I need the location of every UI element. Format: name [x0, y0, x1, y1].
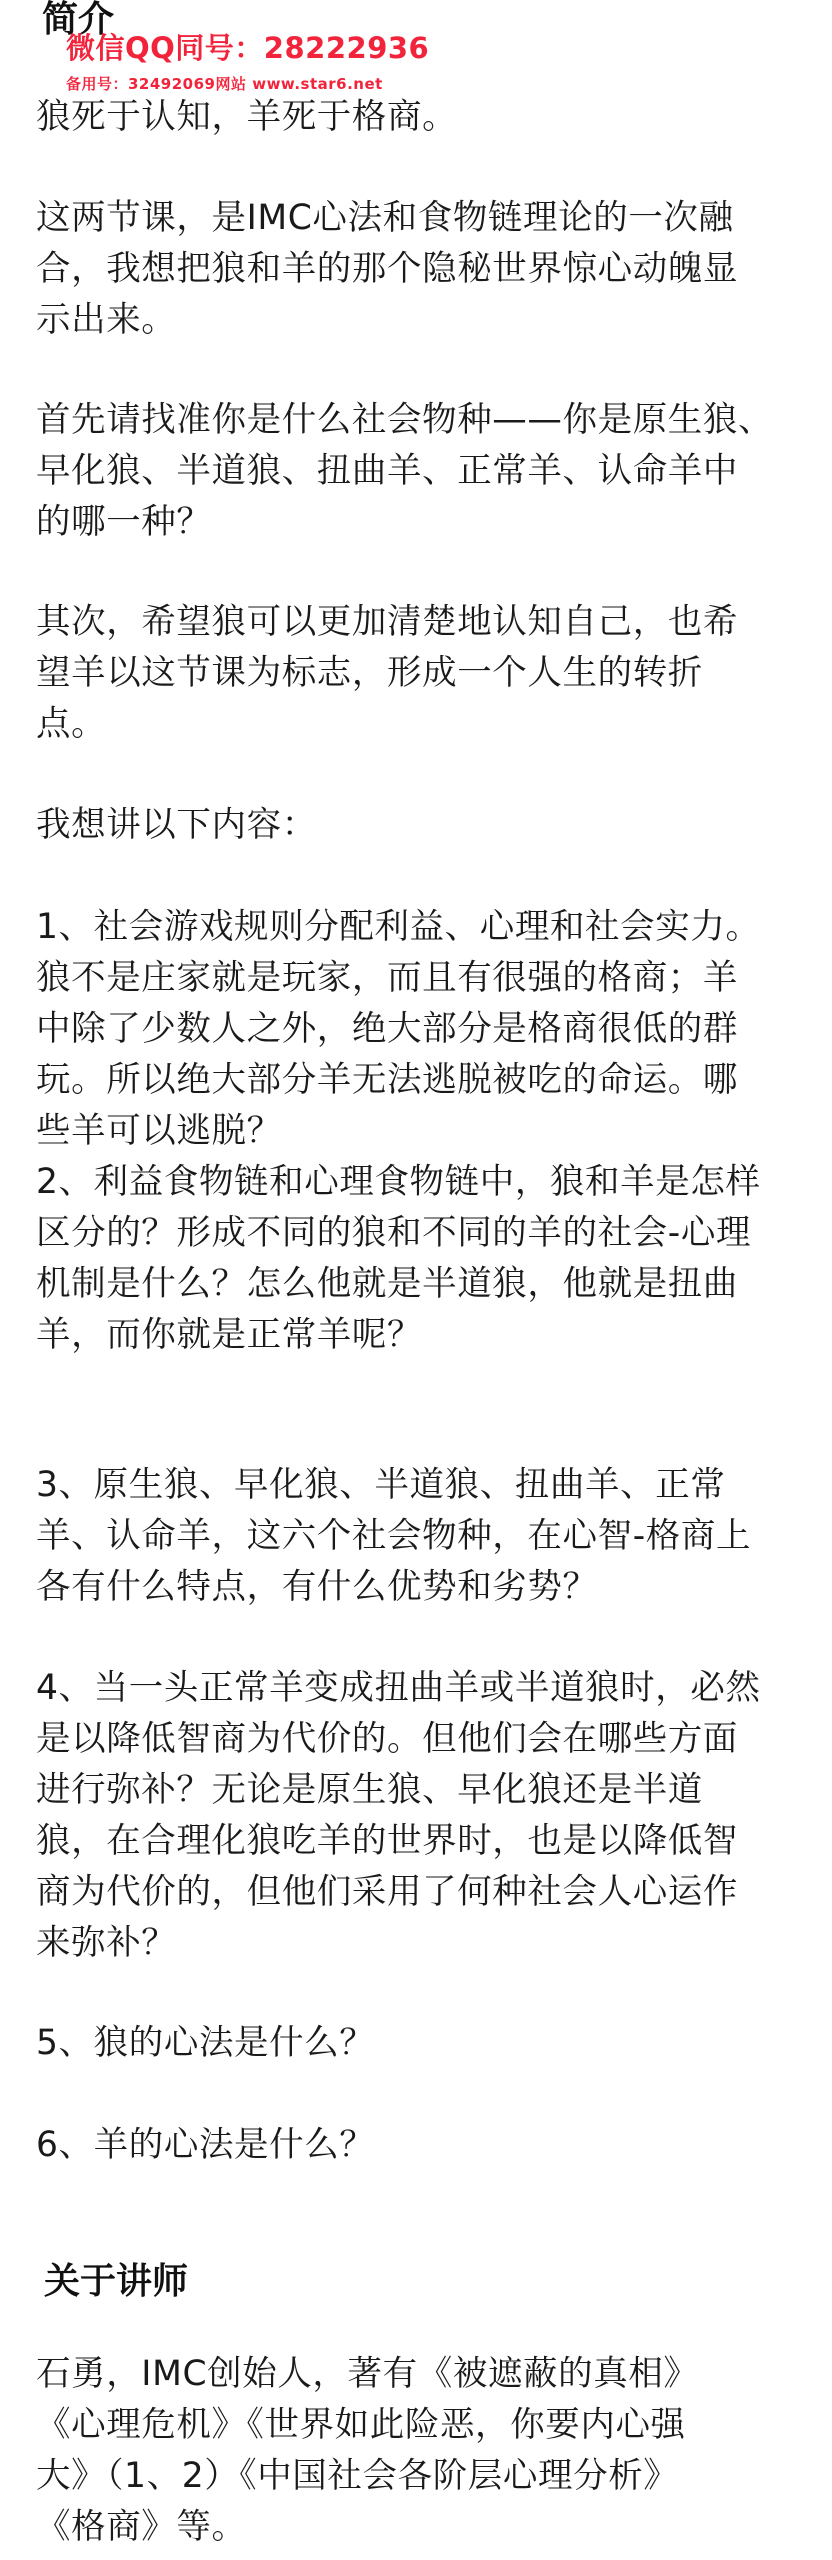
intro-paragraph-2	[36, 193, 816, 346]
text-line: 《心理危机》《世界如此险恶，你要内心强	[36, 2405, 686, 2445]
lecturer-heading: 关于讲师	[44, 2261, 189, 2302]
topic-4	[36, 1663, 816, 1969]
topic-6	[36, 2120, 816, 2171]
topic-2	[36, 1157, 816, 1361]
text-line: 3、原生狼、早化狼、半道狼、扭曲羊、正常	[36, 1465, 726, 1505]
lecturer-bio	[36, 2349, 816, 2553]
text-line: 《格商》等。	[36, 2507, 247, 2547]
text-line: 中除了少数人之外，绝大部分是格商很低的群	[36, 1009, 738, 1049]
text-line: 些羊可以逃脱？	[36, 1111, 282, 1151]
text-line: 早化狼、半道狼、扭曲羊、正常羊、认命羊中	[36, 451, 738, 491]
text-line: 5、狼的心法是什么？	[36, 2023, 375, 2063]
text-line: 合，我想把狼和羊的那个隐秘世界惊心动魄显	[36, 249, 738, 289]
intro-paragraph-4	[36, 597, 816, 750]
text-line: 其次，希望狼可以更加清楚地认知自己，也希	[36, 602, 738, 642]
intro-paragraph-1	[36, 92, 816, 143]
text-line: 商为代价的，但他们采用了何种社会人心运作	[36, 1872, 738, 1912]
watermark	[66, 31, 430, 93]
text-line: 这两节课，是IMC心法和食物链理论的一次融	[36, 198, 734, 238]
text-line: 的哪一种？	[36, 502, 212, 542]
topic-1	[36, 902, 816, 1157]
text-line: 进行弥补？无论是原生狼、早化狼还是半道	[36, 1770, 703, 1810]
text-line: 1、社会游戏规则分配利益、心理和社会实力。	[36, 907, 761, 947]
text-line: 狼不是庄家就是玩家，而且有很强的格商；羊	[36, 958, 738, 998]
text-line: 石勇，IMC创始人，著有《被遮蔽的真相》	[36, 2354, 699, 2394]
text-line: 机制是什么？怎么他就是半道狼，他就是扭曲	[36, 1264, 738, 1304]
text-line: 是以降低智商为代价的。但他们会在哪些方面	[36, 1719, 738, 1759]
text-line: 2、利益食物链和心理食物链中，狼和羊是怎样	[36, 1162, 761, 1202]
text-line: 羊、认命羊，这六个社会物种，在心智-格商上	[36, 1516, 752, 1556]
text-line: 望羊以这节课为标志，形成一个人生的转折	[36, 653, 703, 693]
text-line: 来弥补？	[36, 1923, 177, 1963]
text-line: 我想讲以下内容：	[36, 805, 317, 845]
topic-5	[36, 2018, 816, 2069]
text-line: 区分的？形成不同的狼和不同的羊的社会-心理	[36, 1213, 752, 1253]
intro-paragraph-3	[36, 395, 816, 548]
text-line: 羊，而你就是正常羊呢？	[36, 1315, 423, 1355]
text-line: 狼，在合理化狼吃羊的世界时，也是以降低智	[36, 1821, 738, 1861]
text-line: 6、羊的心法是什么？	[36, 2125, 375, 2165]
text-line: 大》（1、2）《中国社会各阶层心理分析》	[36, 2456, 679, 2496]
text-line: 玩。所以绝大部分羊无法逃脱被吃的命运。哪	[36, 1060, 738, 1100]
topic-3	[36, 1460, 816, 1613]
text-line: 4、当一头正常羊变成扭曲羊或半道狼时，必然	[36, 1668, 761, 1708]
watermark-website: 备用号：32492069网站 www.star6.net	[66, 75, 383, 93]
text-line: 首先请找准你是什么社会物种——你是原生狼、	[36, 400, 774, 440]
intro-paragraph-5	[36, 800, 816, 851]
text-line: 各有什么特点，有什么优势和劣势？	[36, 1567, 598, 1607]
text-line: 狼死于认知，羊死于格商。	[36, 97, 458, 137]
text-line: 示出来。	[36, 300, 177, 340]
intro-heading: 简介	[42, 0, 115, 40]
text-line: 点。	[36, 704, 107, 744]
watermark-contact: 微信QQ同号：28222936	[66, 31, 430, 65]
